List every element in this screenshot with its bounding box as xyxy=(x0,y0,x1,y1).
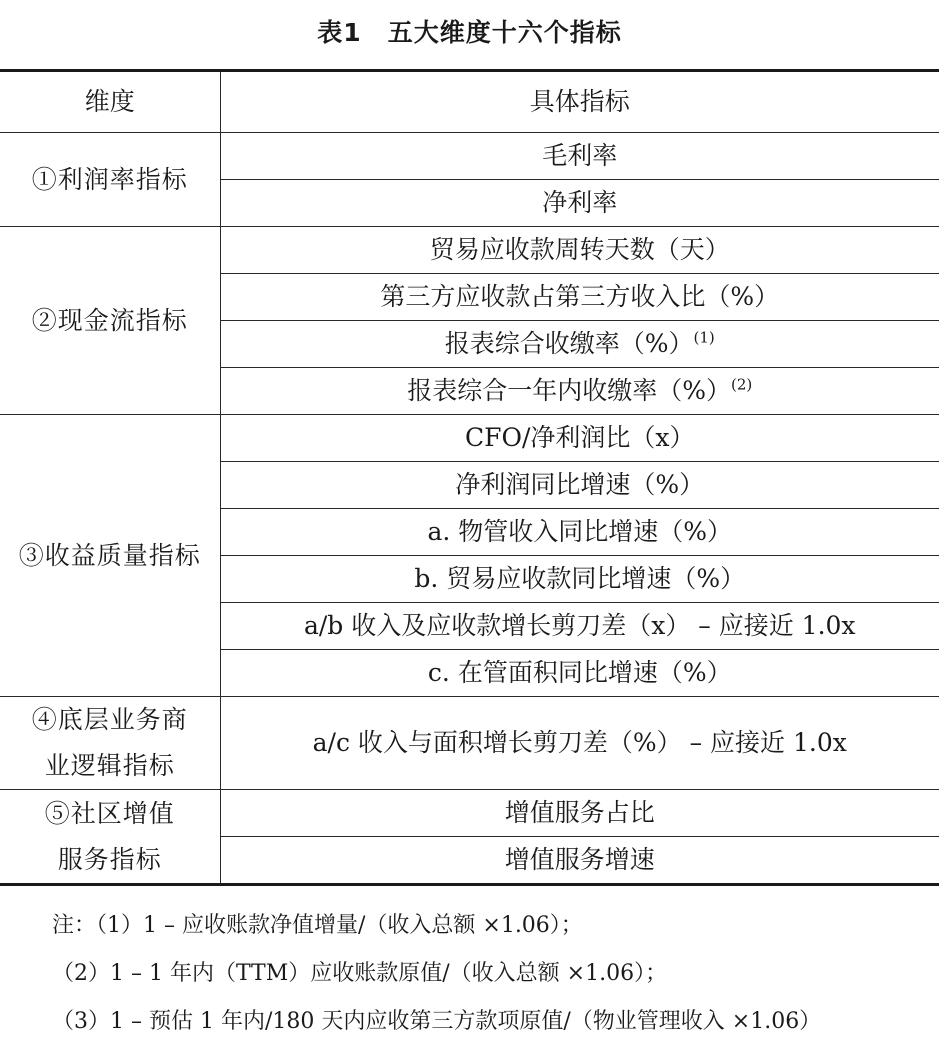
header-indicator: 具体指标 xyxy=(220,71,939,133)
footnote-marker: (2) xyxy=(731,375,753,394)
indicator-cell: 贸易应收款周转天数（天） xyxy=(220,227,939,274)
indicator-text: 报表综合收缴率（%） xyxy=(444,329,694,358)
indicator-cell xyxy=(220,321,939,368)
dimension-value-added xyxy=(0,790,220,885)
indicator-cell: a/b 收入及应收款增长剪刀差（x） – 应接近 1.0x xyxy=(220,603,939,650)
table-row xyxy=(0,790,939,837)
table-row xyxy=(0,133,939,180)
dimension-line: 服务指标 xyxy=(57,844,162,874)
table-row xyxy=(0,697,939,790)
indicator-cell: b. 贸易应收款同比增速（%） xyxy=(220,556,939,603)
header-dimension: 维度 xyxy=(0,71,220,133)
dimension-line: 业逻辑指标 xyxy=(44,751,175,780)
indicator-cell xyxy=(220,368,939,415)
note-line: （3）1 – 预估 1 年内/180 天内应收第三方款项原值/（物业管理收入 ×1.06） xyxy=(52,1009,822,1034)
table-caption xyxy=(0,0,939,62)
indicator-cell: 增值服务增速 xyxy=(220,837,939,885)
header-row xyxy=(0,71,939,133)
indicator-cell: 净利率 xyxy=(220,180,939,227)
dimension-line: ⑤社区增值 xyxy=(44,798,175,828)
note-line: 注：（1）1 – 应收账款净值增量/（收入总额 ×1.06）； xyxy=(52,913,583,938)
table-row xyxy=(0,227,939,274)
indicator-cell: 增值服务占比 xyxy=(220,790,939,837)
dimension-profit: ①利润率指标 xyxy=(0,133,220,227)
table-title: 五大维度十六个指标 xyxy=(387,18,622,47)
indicator-text: 报表综合一年内收缴率（%） xyxy=(407,376,731,405)
dimension-cashflow: ②现金流指标 xyxy=(0,227,220,415)
dimension-earnings-quality: ③收益质量指标 xyxy=(0,415,220,697)
indicator-cell: CFO/净利润比（x） xyxy=(220,415,939,462)
indicator-cell: c. 在管面积同比增速（%） xyxy=(220,650,939,697)
indicator-table xyxy=(0,69,939,886)
indicator-cell: a. 物管收入同比增速（%） xyxy=(220,509,939,556)
indicator-cell: 净利润同比增速（%） xyxy=(220,462,939,509)
note-line: （2）1 – 1 年内（TTM）应收账款原值/（收入总额 ×1.06）； xyxy=(52,961,668,986)
indicator-cell: 第三方应收款占第三方收入比（%） xyxy=(220,274,939,321)
indicator-cell: a/c 收入与面积增长剪刀差（%） – 应接近 1.0x xyxy=(220,697,939,790)
table-row xyxy=(0,415,939,462)
indicator-cell: 毛利率 xyxy=(220,133,939,180)
table-number: 表1 xyxy=(317,18,362,47)
dimension-business-logic xyxy=(0,697,220,790)
footnote-marker: (1) xyxy=(693,328,715,347)
dimension-line: ④底层业务商 xyxy=(31,705,188,734)
